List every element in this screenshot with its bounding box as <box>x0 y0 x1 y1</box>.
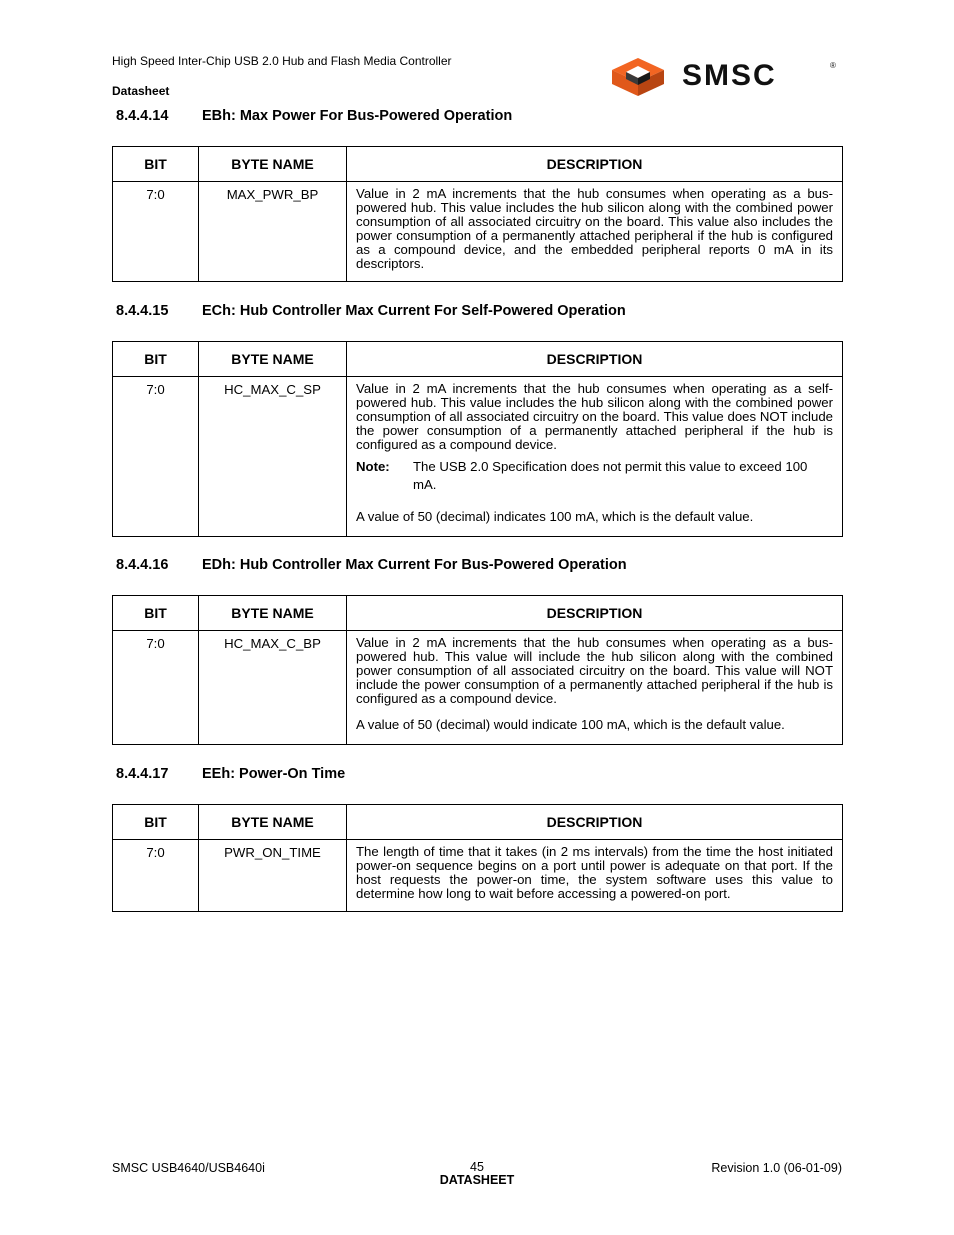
footer-product: SMSC USB4640/USB4640i <box>112 1161 265 1175</box>
registered-mark: ® <box>830 61 836 70</box>
table-header-row <box>113 342 843 377</box>
register-table <box>112 146 843 282</box>
section-title: EDh: Hub Controller Max Current For Bus-Powered Operation <box>202 557 627 573</box>
section-heading <box>116 766 345 782</box>
smsc-logo-mark-icon <box>612 58 664 96</box>
smsc-logo <box>608 52 840 98</box>
note <box>356 458 833 494</box>
col-header-bit: BIT <box>113 147 199 182</box>
bit-cell: 7:0 <box>113 182 199 282</box>
bit-cell: 7:0 <box>113 840 199 912</box>
bit-cell: 7:0 <box>113 631 199 745</box>
description-cell <box>347 840 843 912</box>
description-default-value: A value of 50 (decimal) would indicate 100 mA, which is the default value. <box>356 717 785 732</box>
col-header-description: DESCRIPTION <box>347 342 843 377</box>
description-default-value: A value of 50 (decimal) indicates 100 mA, which is the default value. <box>356 509 754 524</box>
description-cell <box>347 377 843 537</box>
col-header-byte-name: BYTE NAME <box>199 596 347 631</box>
byte-name-cell: PWR_ON_TIME <box>199 840 347 912</box>
byte-name-cell: HC_MAX_C_BP <box>199 631 347 745</box>
document-title: High Speed Inter-Chip USB 2.0 Hub and Flash Media Controller <box>112 54 452 68</box>
col-header-description: DESCRIPTION <box>347 805 843 840</box>
section-number: 8.4.4.17 <box>116 766 169 782</box>
description-cell <box>347 182 843 282</box>
byte-name-cell: MAX_PWR_BP <box>199 182 347 282</box>
col-header-description: DESCRIPTION <box>347 596 843 631</box>
byte-name-cell: HC_MAX_C_SP <box>199 377 347 537</box>
section-heading <box>116 557 627 573</box>
col-header-byte-name: BYTE NAME <box>199 805 347 840</box>
table-row <box>113 840 843 912</box>
col-header-bit: BIT <box>113 342 199 377</box>
table-row <box>113 377 843 537</box>
section-number: 8.4.4.14 <box>116 108 169 124</box>
section-heading <box>116 108 512 124</box>
register-table <box>112 804 843 912</box>
section-heading <box>116 303 626 319</box>
smsc-logo-text: SMSC <box>682 59 777 92</box>
note-text: The USB 2.0 Specification does not permit this value to exceed 100 mA. <box>413 459 808 492</box>
description-text: Value in 2 mA increments that the hub consumes when operating as a bus-powered hub. This value will include the hub silicon along with the combined power consumption of all associated circuitry on the board. This value will NOT include the power consumption of a permanently attached peripheral if the hub is configured as a compound device. <box>356 635 833 706</box>
table-row <box>113 631 843 745</box>
table-header-row <box>113 596 843 631</box>
description-text: The length of time that it takes (in 2 ms intervals) from the time the host initiated power-on sequence begins on a port until power is adequate on that port. If the host requests the power-on time, the system software uses this value to determine how long to wait before accessing a powered-on port. <box>356 844 833 901</box>
description-text: Value in 2 mA increments that the hub consumes when operating as a self-powered hub. This value includes the hub silicon along with the combined power consumption of all associated circuitry on the board. This value does NOT include the power consumption of a permanently attached peripheral if the hub is configured as a compound device. <box>356 381 833 452</box>
section-title: EBh: Max Power For Bus-Powered Operation <box>202 108 513 124</box>
page-number: 45 <box>470 1160 484 1174</box>
col-header-description: DESCRIPTION <box>347 147 843 182</box>
table-header-row <box>113 805 843 840</box>
footer-datasheet-label: DATASHEET <box>439 1173 515 1187</box>
section-title: EEh: Power-On Time <box>202 766 346 782</box>
table-row <box>113 182 843 282</box>
col-header-bit: BIT <box>113 596 199 631</box>
col-header-byte-name: BYTE NAME <box>199 147 347 182</box>
table-header-row <box>113 147 843 182</box>
description-text: Value in 2 mA increments that the hub consumes when operating as a bus-powered hub. This value includes the hub silicon along with the combined power consumption of all associated circuitry on the board. This value also includes the power consumption of a permanently attached peripheral if the hub is configured as a compound device, and the embedded peripheral reports 0 mA in its descriptors. <box>356 186 833 271</box>
register-table <box>112 341 843 537</box>
register-table <box>112 595 843 745</box>
footer-revision: Revision 1.0 (06-01-09) <box>711 1161 842 1175</box>
col-header-bit: BIT <box>113 805 199 840</box>
document-type: Datasheet <box>112 84 170 98</box>
section-title: ECh: Hub Controller Max Current For Self-Powered Operation <box>202 303 626 319</box>
section-number: 8.4.4.16 <box>116 557 169 573</box>
footer-center <box>377 1161 577 1187</box>
bit-cell: 7:0 <box>113 377 199 537</box>
description-cell <box>347 631 843 745</box>
note-label: Note: <box>356 459 390 474</box>
col-header-byte-name: BYTE NAME <box>199 342 347 377</box>
section-number: 8.4.4.15 <box>116 303 169 319</box>
